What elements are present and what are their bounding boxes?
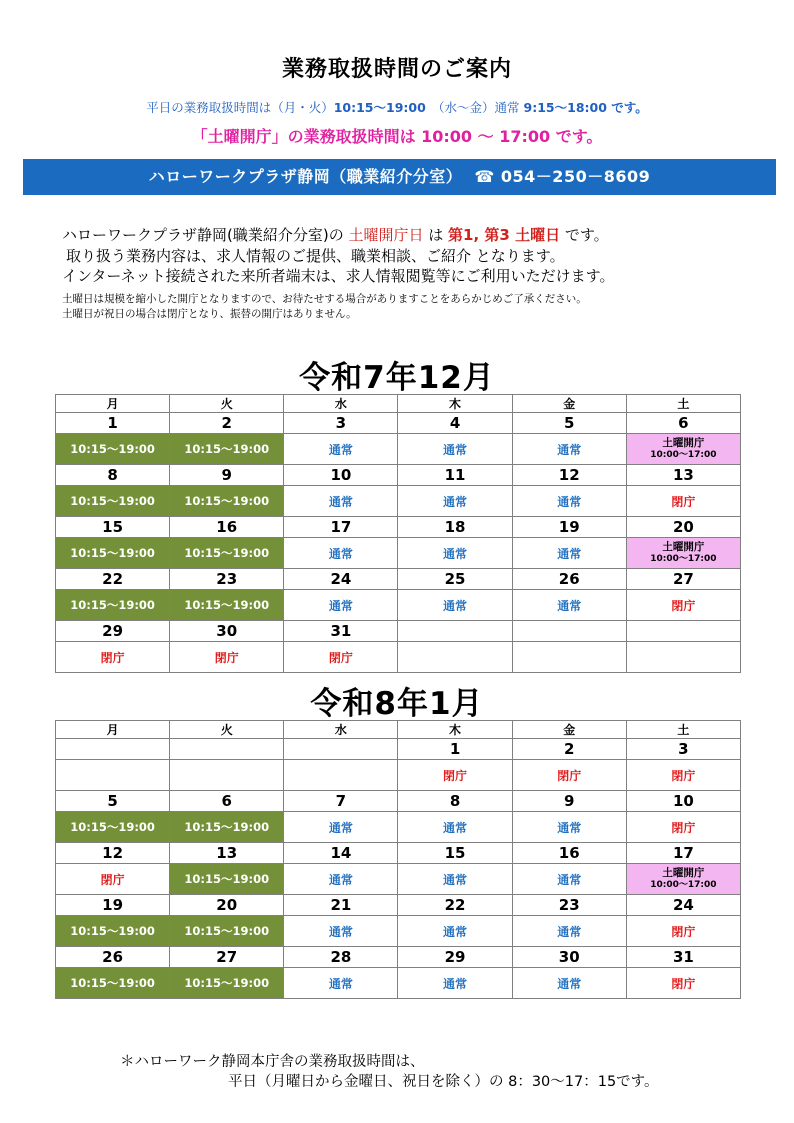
saturday-open-label: 土曜開庁 (662, 541, 705, 553)
weekday-header: 土 (626, 721, 740, 739)
status-cell: 閉庁 (284, 642, 398, 673)
status-row (56, 486, 741, 517)
date-row (56, 413, 741, 434)
status-row (56, 864, 741, 895)
status-cell: 10:15～19:00 (56, 916, 170, 947)
weekday-header: 火 (170, 721, 284, 739)
status-cell: 通常 (284, 538, 398, 569)
saturday-open-hours: 10:00～17:00 (650, 554, 717, 564)
month-title-dec: 令和7年12月 (299, 360, 495, 396)
status-cell (170, 760, 284, 791)
status-cell: 通常 (398, 538, 512, 569)
date-cell: 13 (626, 465, 740, 486)
status-row (56, 538, 741, 569)
status-row (56, 916, 741, 947)
weekday-header: 土 (626, 395, 740, 413)
date-cell: 4 (398, 413, 512, 434)
status-cell: 閉庁 (56, 864, 170, 895)
date-cell: 25 (398, 569, 512, 590)
status-cell: 通常 (284, 590, 398, 621)
status-cell (626, 538, 740, 569)
status-cell: 通常 (512, 538, 626, 569)
status-cell: 10:15～19:00 (56, 434, 170, 465)
date-cell: 22 (398, 895, 512, 916)
status-cell (626, 642, 740, 673)
intro-saturday-days (62, 224, 609, 245)
date-cell: 17 (626, 843, 740, 864)
intro-terminals: インターネット接続された来所者端末は、求人情報閲覧等にご利用いただけます。 (62, 267, 615, 285)
calendar-dec (55, 394, 741, 673)
status-cell: 通常 (398, 812, 512, 843)
date-cell: 23 (512, 895, 626, 916)
date-cell: 15 (398, 843, 512, 864)
date-row (56, 739, 741, 760)
office-name: ハローワークプラザ静岡（職業紹介分室） (148, 167, 463, 186)
intro-p1-a: ハローワークプラザ静岡(職業紹介分室)の (62, 226, 349, 244)
status-cell: 通常 (512, 590, 626, 621)
status-row (56, 812, 741, 843)
status-cell: 通常 (512, 812, 626, 843)
date-cell: 6 (170, 791, 284, 812)
status-row (56, 590, 741, 621)
status-cell: 10:15～19:00 (56, 968, 170, 999)
status-cell: 通常 (284, 812, 398, 843)
status-cell: 通常 (284, 916, 398, 947)
office-banner (23, 159, 776, 195)
weekday-header-row (56, 721, 741, 739)
weekday-header-row (56, 395, 741, 413)
saturday-open-label: 土曜開庁 (662, 437, 705, 449)
date-cell: 5 (512, 413, 626, 434)
date-cell: 16 (512, 843, 626, 864)
date-cell: 19 (56, 895, 170, 916)
status-row (56, 968, 741, 999)
date-cell: 13 (170, 843, 284, 864)
intro-p1-e: です。 (560, 226, 609, 244)
status-row (56, 760, 741, 791)
date-cell: 20 (170, 895, 284, 916)
date-cell: 30 (512, 947, 626, 968)
weekday-header: 金 (512, 395, 626, 413)
status-cell: 通常 (398, 864, 512, 895)
status-cell: 通常 (512, 864, 626, 895)
weekday-header: 金 (512, 721, 626, 739)
status-cell: 通常 (398, 916, 512, 947)
date-cell: 12 (512, 465, 626, 486)
weekday-header: 月 (56, 721, 170, 739)
saturday-open-hours: 10:00～17:00 (650, 880, 717, 890)
status-cell (398, 642, 512, 673)
date-cell: 20 (626, 517, 740, 538)
weekday-header: 火 (170, 395, 284, 413)
date-row (56, 843, 741, 864)
month-title-jan: 令和8年1月 (310, 686, 484, 722)
date-cell: 29 (398, 947, 512, 968)
status-cell: 10:15～19:00 (170, 916, 284, 947)
status-cell: 通常 (284, 486, 398, 517)
date-row (56, 947, 741, 968)
date-cell: 12 (56, 843, 170, 864)
date-cell (398, 621, 512, 642)
status-cell: 通常 (284, 434, 398, 465)
date-cell: 24 (626, 895, 740, 916)
date-row (56, 791, 741, 812)
date-cell: 30 (170, 621, 284, 642)
date-cell: 8 (398, 791, 512, 812)
date-cell: 2 (512, 739, 626, 760)
status-cell: 通常 (398, 486, 512, 517)
status-row (56, 434, 741, 465)
footer-line-2: 平日（月曜日から金曜日、祝日を除く）の 8：30～17：15です。 (228, 1074, 659, 1090)
weekday-hours-wed-fri: 9:15～18:00 (523, 100, 607, 115)
date-cell: 1 (398, 739, 512, 760)
footer-line-1: ＊ハローワーク静岡本庁舎の業務取扱時間は、 (120, 1054, 425, 1070)
weekday-header: 月 (56, 395, 170, 413)
status-cell: 閉庁 (626, 916, 740, 947)
weekday-hours-mon-tue: 10:15～19:00 (333, 100, 426, 115)
date-cell: 26 (56, 947, 170, 968)
date-cell (512, 621, 626, 642)
date-cell: 9 (512, 791, 626, 812)
status-cell: 通常 (512, 434, 626, 465)
date-row (56, 621, 741, 642)
status-cell: 閉庁 (170, 642, 284, 673)
date-cell: 10 (284, 465, 398, 486)
date-cell: 5 (56, 791, 170, 812)
date-cell: 21 (284, 895, 398, 916)
status-cell: 10:15～19:00 (170, 434, 284, 465)
saturday-open-hours: 10:00～17:00 (650, 450, 717, 460)
phone-number: 054－250－8609 (500, 167, 651, 186)
status-cell: 閉庁 (626, 760, 740, 791)
saturday-hours-line: 「土曜開庁」の業務取扱時間は 10:00 ～ 17:00 です。 (191, 127, 603, 146)
date-cell: 31 (284, 621, 398, 642)
status-cell: 通常 (284, 864, 398, 895)
status-cell: 通常 (398, 434, 512, 465)
date-cell (56, 739, 170, 760)
date-cell: 17 (284, 517, 398, 538)
date-cell (284, 739, 398, 760)
date-cell: 22 (56, 569, 170, 590)
status-cell: 閉庁 (626, 968, 740, 999)
date-cell: 18 (398, 517, 512, 538)
status-cell: 10:15～19:00 (170, 590, 284, 621)
note-saturday-wait: 土曜日は規模を縮小した開庁となりますので、お待たせする場合がありますことをあらかじめご了承ください。 (62, 293, 587, 305)
status-cell: 10:15～19:00 (170, 538, 284, 569)
status-cell (626, 864, 740, 895)
saturday-open-label: 土曜開庁 (662, 867, 705, 879)
status-cell: 閉庁 (626, 486, 740, 517)
calendar-jan (55, 720, 741, 999)
status-cell: 10:15～19:00 (170, 812, 284, 843)
status-cell: 通常 (512, 968, 626, 999)
date-cell: 2 (170, 413, 284, 434)
status-cell: 10:15～19:00 (56, 486, 170, 517)
date-row (56, 569, 741, 590)
status-cell: 10:15～19:00 (170, 486, 284, 517)
status-cell (56, 760, 170, 791)
weekday-hours-mid: （水～金）通常 (425, 100, 524, 115)
status-cell: 通常 (398, 590, 512, 621)
date-cell: 24 (284, 569, 398, 590)
status-cell: 閉庁 (626, 812, 740, 843)
date-cell: 26 (512, 569, 626, 590)
status-cell: 通常 (512, 486, 626, 517)
date-cell: 6 (626, 413, 740, 434)
date-cell: 7 (284, 791, 398, 812)
date-row (56, 465, 741, 486)
status-cell (512, 642, 626, 673)
intro-p1-d: 第1, 第3 土曜日 (448, 226, 561, 244)
date-cell: 28 (284, 947, 398, 968)
status-cell: 閉庁 (56, 642, 170, 673)
weekday-hours-line (0, 98, 794, 116)
status-cell: 10:15～19:00 (170, 864, 284, 895)
intro-p1-c: は (423, 226, 449, 244)
status-cell: 通常 (284, 968, 398, 999)
date-row (56, 895, 741, 916)
status-cell: 通常 (512, 916, 626, 947)
status-cell: 10:15～19:00 (170, 968, 284, 999)
date-cell: 11 (398, 465, 512, 486)
date-cell: 27 (626, 569, 740, 590)
weekday-header: 木 (398, 721, 512, 739)
status-cell (626, 434, 740, 465)
date-cell: 23 (170, 569, 284, 590)
telephone-icon: ☎ (474, 167, 495, 186)
date-cell: 10 (626, 791, 740, 812)
intro-p1-b: 土曜開庁日 (348, 226, 424, 244)
weekday-hours-prefix: 平日の業務取扱時間は（月・火） (146, 100, 334, 115)
status-cell: 閉庁 (398, 760, 512, 791)
status-row (56, 642, 741, 673)
weekday-header: 水 (284, 395, 398, 413)
intro-services: 取り扱う業務内容は、求人情報のご提供、職業相談、ご紹介 となります。 (66, 247, 565, 265)
date-row (56, 517, 741, 538)
status-cell: 通常 (398, 968, 512, 999)
status-cell: 10:15～19:00 (56, 538, 170, 569)
weekday-header: 水 (284, 721, 398, 739)
date-cell: 27 (170, 947, 284, 968)
status-cell: 10:15～19:00 (56, 590, 170, 621)
date-cell: 3 (284, 413, 398, 434)
date-cell: 16 (170, 517, 284, 538)
date-cell (170, 739, 284, 760)
date-cell: 9 (170, 465, 284, 486)
date-cell (626, 621, 740, 642)
page-title: 業務取扱時間のご案内 (281, 57, 512, 82)
note-saturday-holiday: 土曜日が祝日の場合は閉庁となり、振替の開庁はありません。 (62, 308, 357, 320)
weekday-hours-suffix: です。 (606, 100, 648, 115)
date-cell: 15 (56, 517, 170, 538)
date-cell: 3 (626, 739, 740, 760)
date-cell: 19 (512, 517, 626, 538)
date-cell: 14 (284, 843, 398, 864)
date-cell: 29 (56, 621, 170, 642)
status-cell: 閉庁 (512, 760, 626, 791)
status-cell: 10:15～19:00 (56, 812, 170, 843)
status-cell (284, 760, 398, 791)
weekday-header: 木 (398, 395, 512, 413)
date-cell: 8 (56, 465, 170, 486)
status-cell: 閉庁 (626, 590, 740, 621)
date-cell: 31 (626, 947, 740, 968)
date-cell: 1 (56, 413, 170, 434)
